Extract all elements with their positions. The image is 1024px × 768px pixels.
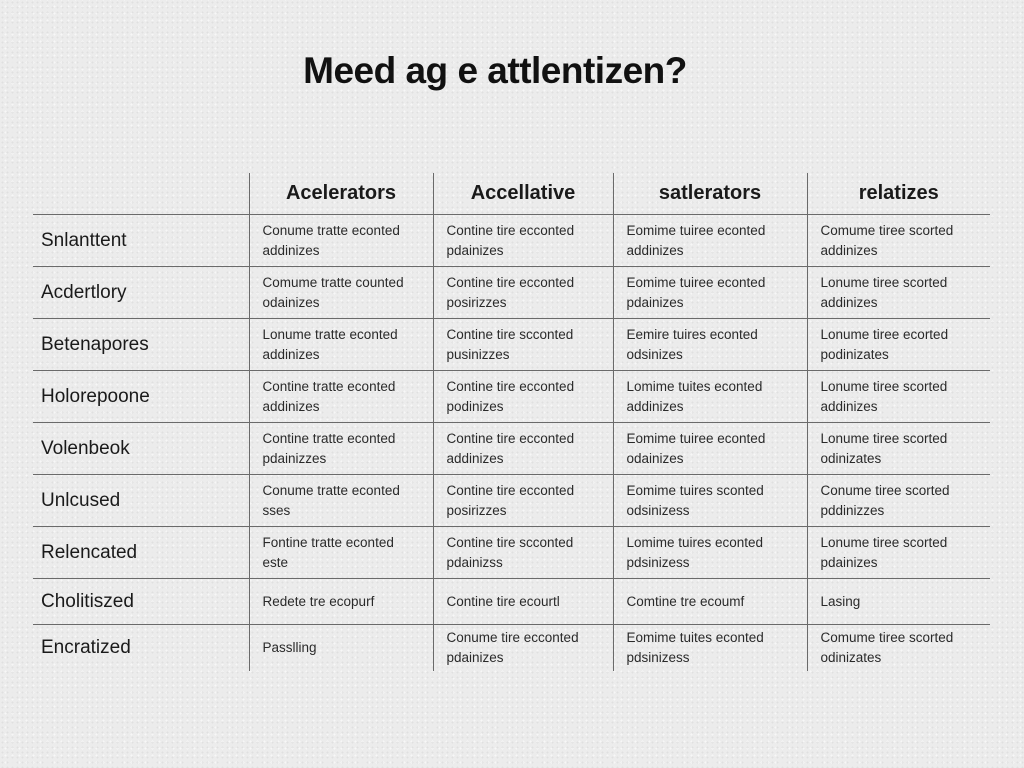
table-cell bbox=[613, 527, 807, 579]
cell-text-line: Contine tire ecconted bbox=[446, 430, 575, 446]
cell-text-line: pdainizzes bbox=[262, 450, 327, 466]
table-row bbox=[33, 319, 990, 371]
cell-text-line: podinizates bbox=[820, 346, 889, 362]
table-cell bbox=[249, 371, 433, 423]
cell-text-line: addinizes bbox=[626, 398, 684, 414]
cell-text-line: Lonume tiree scorted bbox=[820, 534, 948, 550]
cell-text-line: Eomime tuires sconted bbox=[626, 482, 764, 498]
cell-text-line: addinizes bbox=[446, 450, 504, 466]
cell-text-line: Eomime tuiree econted bbox=[626, 274, 766, 290]
cell-text-line: Lonume tiree scorted bbox=[820, 430, 948, 446]
cell-text-line: pdsinizess bbox=[626, 650, 690, 665]
table-cell bbox=[807, 267, 990, 319]
cell-text-line: Contine tire ecourtl bbox=[446, 593, 560, 609]
table-row bbox=[33, 527, 990, 579]
cell-text-line: Lonume tiree scorted bbox=[820, 274, 948, 290]
cell-text-line: Redete tre ecopurf bbox=[262, 593, 375, 609]
cell-text-line: pdainizes bbox=[626, 294, 684, 310]
table-cell bbox=[807, 625, 990, 672]
cell-text-line: addinizes bbox=[262, 242, 320, 258]
cell-text-line: Contine tire ecconted bbox=[446, 274, 575, 290]
cell-text-line: addinizes bbox=[262, 398, 320, 414]
table-cell bbox=[433, 527, 613, 579]
table-cell bbox=[807, 215, 990, 267]
column-header: satlerators bbox=[613, 173, 807, 215]
table-cell bbox=[433, 267, 613, 319]
table-cell bbox=[807, 371, 990, 423]
cell-text-line: podinizes bbox=[446, 398, 504, 414]
table-row bbox=[33, 423, 990, 475]
page-title: Meed ag e attlentizen? bbox=[303, 50, 687, 91]
cell-text-line: Conume tiree scorted bbox=[820, 482, 950, 498]
cell-text-line: Conume tire ecconted bbox=[446, 630, 579, 645]
table-cell bbox=[433, 423, 613, 475]
table-cell bbox=[613, 319, 807, 371]
cell-text-line: addinizes bbox=[262, 346, 320, 362]
cell-text-line: pdainizes bbox=[446, 242, 504, 258]
table-cell bbox=[807, 423, 990, 475]
cell-text-line: addinizes bbox=[820, 242, 878, 258]
table-cell bbox=[613, 625, 807, 672]
row-label: Holorepoone bbox=[33, 371, 249, 423]
cell-text-line: pdsinizess bbox=[626, 554, 690, 570]
table-cell bbox=[433, 475, 613, 527]
row-label: Encratized bbox=[41, 637, 131, 658]
cell-text-line: este bbox=[262, 554, 289, 570]
cell-text-line: Eomime tuiree econted bbox=[626, 430, 766, 446]
table-row bbox=[33, 267, 990, 319]
table-row bbox=[33, 371, 990, 423]
cell-text-line: Contine tratte econted bbox=[262, 430, 396, 446]
cell-text-line: Eomime tuiree econted bbox=[626, 222, 766, 238]
header-row bbox=[33, 173, 990, 215]
table-cell bbox=[249, 475, 433, 527]
cell-text-line: Comume tiree scorted bbox=[820, 630, 954, 645]
table-cell bbox=[807, 527, 990, 579]
row-label: Snlanttent bbox=[33, 215, 249, 267]
table-cell bbox=[613, 371, 807, 423]
row-label: Betenapores bbox=[33, 319, 249, 371]
cell-text-line: Contine tire ecconted bbox=[446, 378, 575, 394]
table-cell bbox=[807, 475, 990, 527]
cell-text-line: Lasing bbox=[820, 593, 861, 609]
table-cell bbox=[807, 319, 990, 371]
cell-text-line: Contine tire scconted bbox=[446, 326, 574, 342]
table-cell bbox=[249, 625, 433, 672]
table-row bbox=[33, 625, 990, 672]
cell-text-line: Lonume tratte econted bbox=[262, 326, 398, 342]
table-cell bbox=[613, 267, 807, 319]
column-header: Acelerators bbox=[249, 173, 433, 215]
cell-text-line: odainizes bbox=[262, 294, 320, 310]
cell-text-line: Contine tratte econted bbox=[262, 378, 396, 394]
cell-text-line: pusinizzes bbox=[446, 346, 510, 362]
table-cell bbox=[433, 319, 613, 371]
row-label: Acdertlory bbox=[33, 267, 249, 319]
cell-text-line: posirizzes bbox=[446, 502, 507, 518]
cell-text-line: Lomime tuites econted bbox=[626, 378, 763, 394]
cell-text-line: odsinizes bbox=[626, 346, 683, 362]
table-cell bbox=[613, 579, 807, 625]
table-row bbox=[33, 215, 990, 267]
table-cell bbox=[249, 527, 433, 579]
table-cell bbox=[433, 625, 613, 672]
cell-text-line: pddinizzes bbox=[820, 502, 885, 518]
cell-text-line: addinizes bbox=[820, 294, 878, 310]
column-header: relatizes bbox=[807, 173, 990, 215]
table-cell bbox=[613, 423, 807, 475]
table-cell bbox=[807, 579, 990, 625]
table-cell bbox=[433, 579, 613, 625]
cell-text-line: odsinizess bbox=[626, 502, 690, 518]
cell-text-line: Fontine tratte econted bbox=[262, 534, 394, 550]
table-row bbox=[33, 579, 990, 625]
cell-text-line: Contine tire ecconted bbox=[446, 482, 575, 498]
table-cell bbox=[613, 475, 807, 527]
cell-text-line: pdainizes bbox=[820, 554, 878, 570]
table-cell bbox=[249, 423, 433, 475]
cell-text-line: addinizes bbox=[820, 398, 878, 414]
row-label: Relencated bbox=[33, 527, 249, 579]
column-header: Accellative bbox=[433, 173, 613, 215]
table-cell bbox=[433, 215, 613, 267]
corner-header bbox=[33, 173, 249, 215]
cell-text-line: Conume tratte econted bbox=[262, 222, 400, 238]
comparison-table bbox=[33, 173, 990, 671]
cell-text-line: Lonume tiree scorted bbox=[820, 378, 948, 394]
cell-text-line: sses bbox=[262, 502, 291, 518]
cell-text-line: Lomime tuires econted bbox=[626, 534, 764, 550]
cell-text-line: pdainizes bbox=[446, 650, 504, 665]
table-body bbox=[33, 215, 990, 672]
cell-text-line: odinizates bbox=[820, 450, 882, 466]
cell-text-line: Comtine tre ecoumf bbox=[626, 593, 745, 609]
cell-text-line: Passlling bbox=[262, 640, 317, 655]
row-label: Cholitiszed bbox=[33, 579, 249, 625]
cell-text-line: Eemire tuires econted bbox=[626, 326, 758, 342]
cell-text-line: Lonume tiree ecorted bbox=[820, 326, 949, 342]
cell-text-line: odainizes bbox=[626, 450, 684, 466]
cell-text-line: Eomime tuites econted bbox=[626, 630, 764, 645]
row-label: Volenbeok bbox=[33, 423, 249, 475]
table-cell bbox=[249, 267, 433, 319]
cell-text-line: Comume tratte counted bbox=[262, 274, 404, 290]
table-cell bbox=[249, 579, 433, 625]
cell-text-line: Contine tire ecconted bbox=[446, 222, 575, 238]
table-cell bbox=[249, 215, 433, 267]
table-cell bbox=[249, 319, 433, 371]
cell-text-line: addinizes bbox=[626, 242, 684, 258]
cell-text-line: Comume tiree scorted bbox=[820, 222, 954, 238]
table-cell bbox=[433, 371, 613, 423]
cell-text-line: pdainizss bbox=[446, 554, 503, 570]
table-row bbox=[33, 475, 990, 527]
row-label: Unlcused bbox=[33, 475, 249, 527]
cell-text-line: Contine tire scconted bbox=[446, 534, 574, 550]
cell-text-line: odinizates bbox=[820, 650, 882, 665]
cell-text-line: Conume tratte econted bbox=[262, 482, 400, 498]
table-cell bbox=[613, 215, 807, 267]
cell-text-line: posirizzes bbox=[446, 294, 507, 310]
